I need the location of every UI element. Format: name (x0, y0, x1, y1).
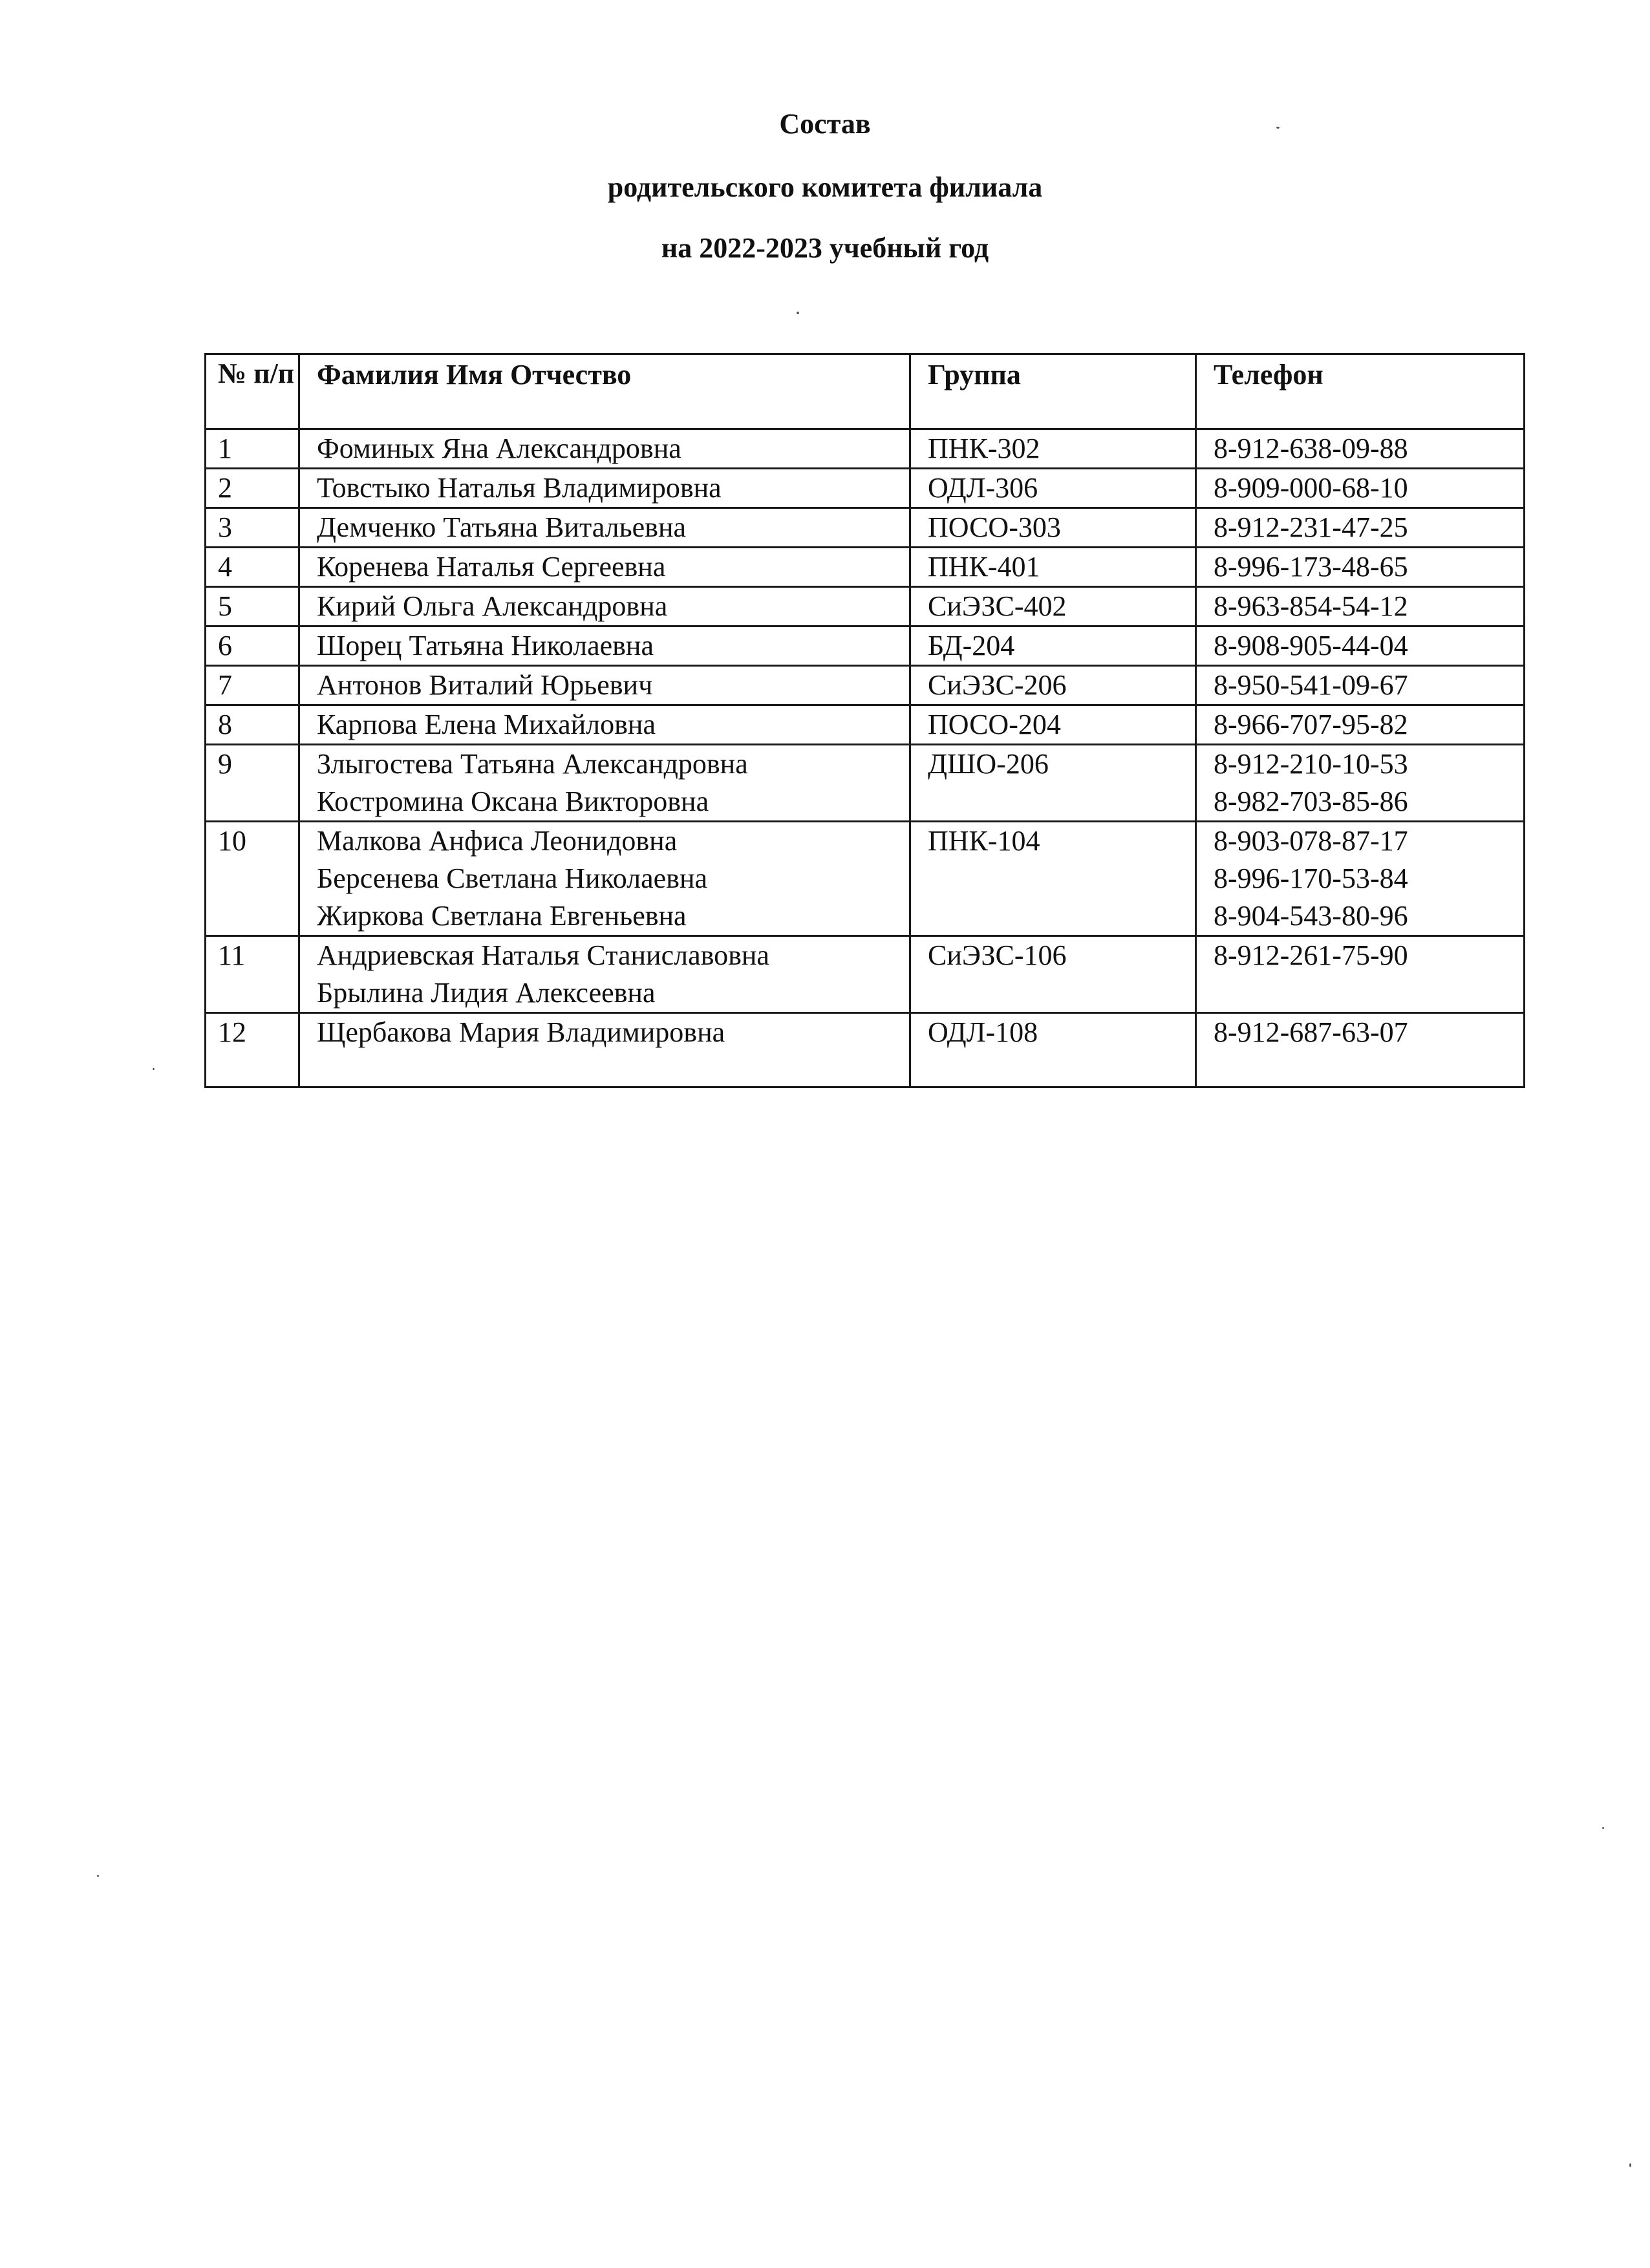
table-body (206, 429, 1525, 1087)
phone-number: 8-912-210-10-53 (1214, 748, 1408, 780)
cell-names (299, 469, 910, 508)
document-subtitle: родительского комитета филиала (607, 171, 1043, 203)
phone-number: 8-909-000-68-10 (1214, 472, 1408, 504)
cell-number: 4 (206, 548, 299, 587)
cell-number: 3 (206, 508, 299, 548)
cell-number: 2 (206, 469, 299, 508)
cell-names (299, 822, 910, 936)
table-row (206, 666, 1525, 705)
scan-speck (1629, 2163, 1631, 2167)
cell-phones (1196, 1013, 1525, 1087)
member-name: Антонов Виталий Юрьевич (317, 669, 653, 701)
table-row (206, 936, 1525, 1013)
header-phone: Телефон (1196, 354, 1525, 429)
member-name: Малкова Анфиса Леонидовна (317, 825, 678, 857)
phone-number: 8-908-905-44-04 (1214, 630, 1408, 661)
cell-names (299, 508, 910, 548)
member-name: Товстыко Наталья Владимировна (317, 472, 722, 504)
document-title: Состав (779, 108, 871, 140)
table-row (206, 508, 1525, 548)
phone-number: 8-904-543-80-96 (1214, 900, 1408, 932)
cell-names (299, 705, 910, 745)
cell-group: ПНК-104 (910, 822, 1196, 936)
cell-names (299, 429, 910, 469)
header-name: Фамилия Имя Отчество (299, 354, 910, 429)
cell-phones (1196, 936, 1525, 1013)
cell-names (299, 626, 910, 666)
member-name: Щербакова Мария Владимировна (317, 1016, 725, 1048)
header-number (206, 354, 299, 429)
cell-phones (1196, 822, 1525, 936)
table-row (206, 587, 1525, 626)
cell-number: 6 (206, 626, 299, 666)
cell-number: 1 (206, 429, 299, 469)
cell-number: 9 (206, 745, 299, 822)
cell-phones (1196, 548, 1525, 587)
cell-group: СиЭЗС-106 (910, 936, 1196, 1013)
header-number-pp: п/п (253, 358, 295, 389)
table-row (206, 1013, 1525, 1087)
phone-number: 8-982-703-85-86 (1214, 786, 1408, 817)
cell-phones (1196, 587, 1525, 626)
scan-speck (797, 312, 799, 314)
phone-number: 8-950-541-09-67 (1214, 669, 1408, 701)
table-header-row (206, 354, 1525, 429)
table-row (206, 429, 1525, 469)
cell-names (299, 936, 910, 1013)
scan-speck (1276, 127, 1280, 129)
cell-number: 5 (206, 587, 299, 626)
header-group: Группа (910, 354, 1196, 429)
table-row (206, 626, 1525, 666)
phone-number: 8-963-854-54-12 (1214, 590, 1408, 622)
cell-group: ПОСО-303 (910, 508, 1196, 548)
member-name: Берсенева Светлана Николаевна (317, 862, 708, 894)
cell-names (299, 548, 910, 587)
table-row (206, 745, 1525, 822)
cell-names (299, 587, 910, 626)
table-row (206, 822, 1525, 936)
cell-number: 10 (206, 822, 299, 936)
cell-group: ОДЛ-108 (910, 1013, 1196, 1087)
cell-names (299, 666, 910, 705)
cell-group: БД-204 (910, 626, 1196, 666)
phone-number: 8-912-687-63-07 (1214, 1016, 1408, 1048)
cell-group: ПОСО-204 (910, 705, 1196, 745)
cell-group: ПНК-401 (910, 548, 1196, 587)
member-name: Фоминых Яна Александровна (317, 433, 681, 464)
cell-group: ДШО-206 (910, 745, 1196, 822)
phone-number: 8-912-231-47-25 (1214, 511, 1408, 543)
member-name: Костромина Оксана Викторовна (317, 786, 709, 817)
member-name: Андриевская Наталья Станиславовна (317, 939, 769, 971)
cell-phones (1196, 745, 1525, 822)
cell-names (299, 745, 910, 822)
table-row (206, 469, 1525, 508)
cell-group: ОДЛ-306 (910, 469, 1196, 508)
cell-phones (1196, 666, 1525, 705)
member-name: Демченко Татьяна Витальевна (317, 511, 687, 543)
phone-number: 8-903-078-87-17 (1214, 825, 1408, 857)
member-name: Коренева Наталья Сергеевна (317, 551, 666, 583)
table-row (206, 548, 1525, 587)
scan-speck (1602, 1827, 1604, 1829)
cell-phones (1196, 626, 1525, 666)
member-name: Кирий Ольга Александровна (317, 590, 668, 622)
cell-number: 7 (206, 666, 299, 705)
member-name: Брылина Лидия Алексеевна (317, 977, 656, 1009)
phone-number: 8-912-638-09-88 (1214, 433, 1408, 464)
cell-number: 8 (206, 705, 299, 745)
phone-number: 8-996-173-48-65 (1214, 551, 1408, 583)
cell-phones (1196, 705, 1525, 745)
phone-number: 8-996-170-53-84 (1214, 862, 1408, 894)
phone-number: 8-912-261-75-90 (1214, 939, 1408, 971)
cell-number: 11 (206, 936, 299, 1013)
member-name: Злыгостева Татьяна Александровна (317, 748, 748, 780)
cell-phones (1196, 508, 1525, 548)
member-name: Карпова Елена Михайловна (317, 709, 656, 740)
scan-speck (153, 1068, 155, 1070)
cell-group: СиЭЗС-206 (910, 666, 1196, 705)
phone-number: 8-966-707-95-82 (1214, 709, 1408, 740)
cell-phones (1196, 429, 1525, 469)
cell-group: ПНК-302 (910, 429, 1196, 469)
cell-number: 12 (206, 1013, 299, 1087)
cell-names (299, 1013, 910, 1087)
cell-phones (1196, 469, 1525, 508)
table-row (206, 705, 1525, 745)
document-period: на 2022-2023 учебный год (661, 232, 989, 264)
member-name: Жиркова Светлана Евгеньевна (317, 900, 687, 932)
member-name: Шорец Татьяна Николаевна (317, 630, 654, 661)
scan-speck (97, 1875, 99, 1877)
committee-table (204, 353, 1525, 1088)
cell-group: СиЭЗС-402 (910, 587, 1196, 626)
header-number-sign: № (218, 358, 247, 389)
